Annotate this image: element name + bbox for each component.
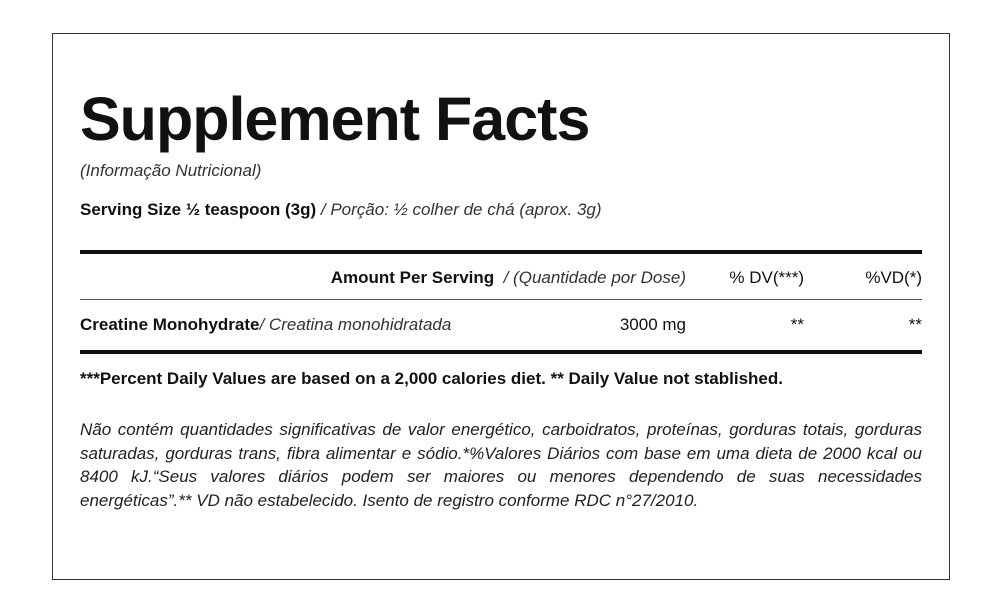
dv-column-header: % DV(***) — [729, 268, 804, 287]
panel-title: Supplement Facts — [80, 85, 590, 153]
header-divider — [80, 299, 922, 300]
bottom-thick-rule — [80, 350, 922, 354]
ingredient-vd: ** — [908, 315, 922, 334]
table-row — [80, 314, 451, 336]
amount-per-serving-header — [80, 267, 686, 289]
vd-column-header: %VD(*) — [865, 268, 922, 287]
portuguese-footnote: Não contém quantidades significativas de valor energético, carboidratos, proteínas, gorduras totais, gorduras saturadas, gorduras trans, fibra alimentar e sódio.*%Valores Diários com base em uma dieta de 2000 kcal ou 8400 kJ.“Seus valores diários podem ser maiores ou menores dependendo de suas necessidades energéticas”.** VD não estabelecido. Isento de registro conforme RDC n°27/2010. — [80, 420, 922, 510]
top-thick-rule — [80, 250, 922, 254]
ingredient-translation: / Creatina monohidratada — [259, 315, 452, 334]
daily-value-footnote: ***Percent Daily Values are based on a 2,000 calories diet. ** Daily Value not stablished. — [80, 369, 783, 388]
serving-size — [80, 199, 602, 221]
amount-per-serving-translation: / (Quantidade por Dose) — [503, 268, 686, 287]
amount-per-serving-label: Amount Per Serving — [330, 268, 495, 287]
ingredient-name: Creatine Monohydrate — [80, 315, 260, 334]
serving-size-label: Serving Size ½ teaspoon (3g) — [80, 200, 317, 219]
serving-size-translation: / Porção: ½ colher de chá (aprox. 3g) — [316, 200, 602, 219]
panel-subtitle: (Informação Nutricional) — [80, 161, 262, 180]
ingredient-amount: 3000 mg — [619, 315, 686, 334]
ingredient-dv: ** — [790, 315, 804, 334]
